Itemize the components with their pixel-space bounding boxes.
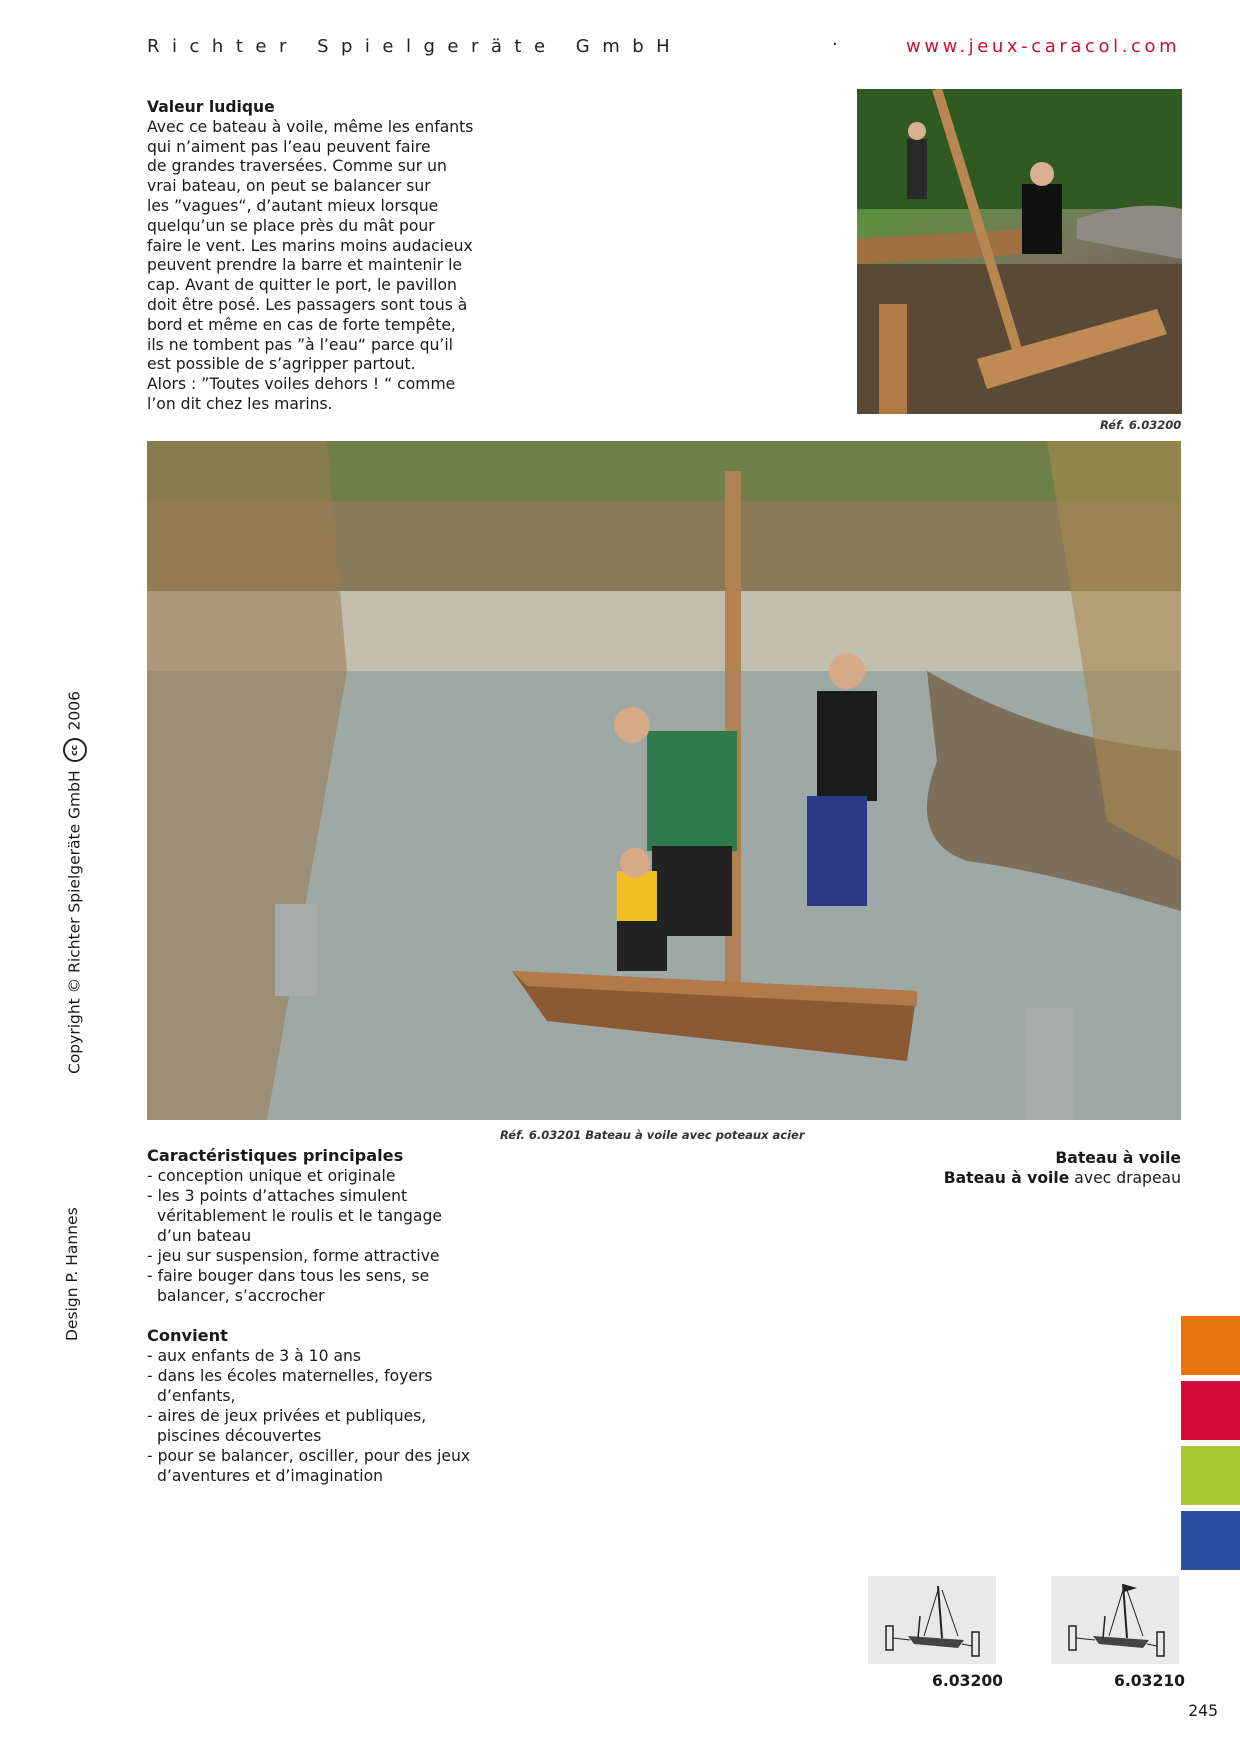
- header-separator: ·: [832, 34, 838, 55]
- boat-flag-drawing-icon: [1051, 1576, 1179, 1664]
- color-tab-blue: [1181, 1511, 1240, 1570]
- copyright-vertical: [63, 691, 87, 1074]
- feature-item-cont: balancer, s’accrocher: [157, 1287, 325, 1305]
- intro-line: peuvent prendre la barre et maintenir le: [147, 256, 463, 275]
- suitable-item-cont: d’enfants,: [157, 1387, 236, 1405]
- photo-main-caption: Réf. 6.03201 Bateau à voile avec poteaux acier: [500, 1128, 805, 1142]
- suitable-item-cont: d’aventures et d’imagination: [157, 1467, 383, 1485]
- product-thumbnail: [868, 1576, 996, 1664]
- intro-line: cap. Avant de quitter le port, le pavillon: [147, 276, 457, 295]
- intro-line: quelqu’un se place près du mât pour: [147, 216, 435, 235]
- feature-item: - faire bouger dans tous les sens, se: [147, 1267, 430, 1285]
- product-code: 6.03210: [1114, 1672, 1186, 1690]
- product-thumbnail: [1051, 1576, 1179, 1664]
- playground-photo-main-art: [147, 441, 1181, 1120]
- intro-line: est possible de s’agripper partout.: [147, 355, 416, 374]
- intro-block: [147, 98, 487, 415]
- feature-item: - jeu sur suspension, forme attractive: [147, 1247, 440, 1265]
- features-title: Caractéristiques principales: [147, 1146, 404, 1165]
- feature-item-cont: d’un bateau: [157, 1227, 252, 1245]
- intro-line: les ”vagues“, d’autant mieux lorsque: [147, 196, 439, 215]
- intro-line: doit être posé. Les passagers sont tous à: [147, 295, 468, 314]
- copyright-year: 2006: [65, 691, 84, 731]
- product-code: 6.03200: [932, 1672, 1004, 1690]
- product-names: [944, 1148, 1181, 1188]
- copyright-text: Copyright © Richter Spielgeräte GmbH: [65, 770, 84, 1074]
- feature-item: - les 3 points d’attaches simulent: [147, 1187, 408, 1205]
- intro-line: l’on dit chez les marins.: [147, 394, 333, 413]
- intro-title: Valeur ludique: [147, 98, 275, 116]
- intro-line: qui n’aiment pas l’eau peuvent faire: [147, 137, 431, 156]
- suitable-item: - pour se balancer, osciller, pour des jeux: [147, 1447, 471, 1465]
- feature-item-cont: véritablement le roulis et le tangage: [157, 1207, 442, 1225]
- header-company: Richter Spielgeräte GmbH: [147, 36, 683, 57]
- photo-small-ref: Réf. 6.03200: [1100, 418, 1182, 432]
- intro-line: Avec ce bateau à voile, même les enfants: [147, 117, 474, 136]
- intro-line: faire le vent. Les marins moins audacieux: [147, 236, 473, 255]
- intro-line: ils ne tombent pas ”à l’eau“ parce qu’il: [147, 335, 454, 354]
- header-url[interactable]: www.jeux-caracol.com: [906, 36, 1181, 57]
- color-tab-orange: [1181, 1316, 1240, 1375]
- features-section: [147, 1146, 567, 1306]
- product-name-2-bold: Bateau à voile: [943, 1169, 1070, 1187]
- boat-drawing-icon: [868, 1576, 996, 1664]
- suitable-section: [147, 1326, 567, 1486]
- intro-line: bord et même en cas de forte tempête,: [147, 315, 456, 334]
- page-number: 245: [1188, 1702, 1218, 1720]
- product-name-2: [944, 1168, 1181, 1188]
- color-tab-red: [1181, 1381, 1240, 1440]
- playground-photo-main: [147, 441, 1181, 1120]
- suitable-title: Convient: [147, 1326, 228, 1345]
- feature-item: - conception unique et originale: [147, 1167, 396, 1185]
- suitable-item: - aux enfants de 3 à 10 ans: [147, 1347, 362, 1365]
- intro-line: vrai bateau, on peut se balancer sur: [147, 177, 431, 196]
- playground-photo-small-art: [857, 89, 1182, 414]
- suitable-item: - dans les écoles maternelles, foyers: [147, 1367, 433, 1385]
- color-tab-green: [1181, 1446, 1240, 1505]
- product-name-2-rest: avec drapeau: [1069, 1169, 1181, 1187]
- playground-photo-small: [857, 89, 1182, 414]
- intro-line: Alors : ”Toutes voiles dehors ! “ comme: [147, 375, 456, 394]
- caracol-logo-icon: cc: [63, 738, 87, 762]
- suitable-item: - aires de jeux privées et publiques,: [147, 1407, 427, 1425]
- design-credit-vertical: Design P. Hannes: [63, 1207, 81, 1341]
- intro-line: de grandes traversées. Comme sur un: [147, 157, 447, 176]
- product-name-1: Bateau à voile: [1055, 1149, 1181, 1167]
- suitable-item-cont: piscines découvertes: [157, 1427, 322, 1445]
